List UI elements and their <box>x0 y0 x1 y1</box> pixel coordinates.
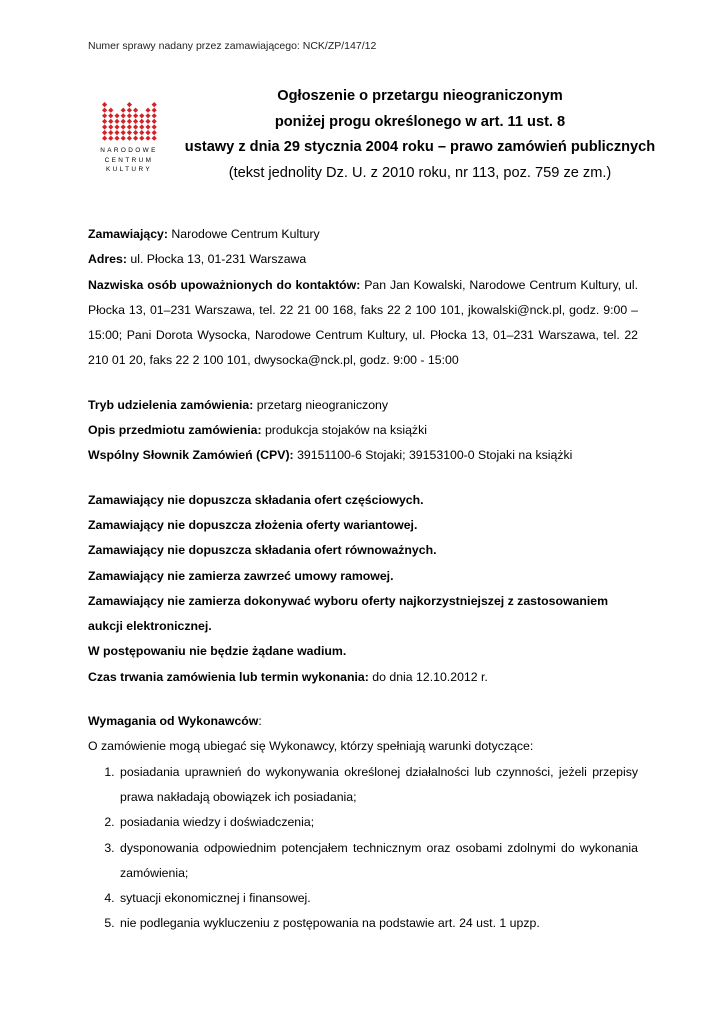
case-number: Numer sprawy nadany przez zamawiającego: NCK/ZP/147/12 <box>88 40 377 52</box>
field-label: Nazwiska osób upoważnionych do kontaktów: <box>88 277 361 292</box>
header-line: (tekst jednolity Dz. U. z 2010 roku, nr 113, poz. 759 ze zm.) <box>228 164 612 181</box>
statement <box>88 538 638 563</box>
logo-text-line: CENTRUM <box>104 156 154 164</box>
subject-description <box>88 418 638 443</box>
statement-text: Zamawiający nie dopuszcza składania ofert równoważnych. <box>88 543 437 558</box>
field-label: Wspólny Słownik Zamówień (CPV): <box>88 448 294 463</box>
section-heading: Wymagania od Wykonawców <box>88 714 259 729</box>
field-value: przetarg nieograniczony <box>253 397 389 412</box>
statement <box>88 639 638 664</box>
field-label: Zamawiający: <box>88 227 168 241</box>
requirements-list <box>88 760 638 937</box>
logo-text-line: KULTURY <box>105 166 153 173</box>
field-value: 39151100-6 Stojaki; 39153100-0 Stojaki na książki <box>293 448 573 463</box>
crown-logo-icon <box>98 100 160 142</box>
logo-text-line: NARODOWE <box>100 147 158 154</box>
requirements-heading <box>88 709 638 734</box>
statement-text: Zamawiający nie zamierza dokonywać wyboru oferty najkorzystniejszej z zastosowaniem aukcji elektronicznej. <box>88 593 609 634</box>
field-value: produkcja stojaków na książki <box>261 423 427 438</box>
address <box>88 247 638 272</box>
statement-text: Zamawiający nie zamierza zawrzeć umowy ramowej. <box>88 568 394 583</box>
document-body <box>88 222 638 937</box>
statement-text: Zamawiający nie dopuszcza złożenia oferty wariantowej. <box>88 517 418 532</box>
field-value: Pan Jan Kowalski, Narodowe Centrum Kultury, ul. Płocka 13, 01–231 Warszawa, tel. 22 21 00 168, faks 22 2 100 101, jkowalski@nck.pl, godz. 9:00 – 15:00; Pani Dorota Wysocka, Narodowe Centrum Kultury, ul. Płocka 13, 01–231 Warszawa, tel. 22 210 01 20, faks 22 2 100 101, dwysocka@nck.pl, godz. 9:00 - 15:00 <box>88 277 638 368</box>
contracting-authority <box>88 222 638 247</box>
list-item: 4. sytuacji ekonomicznej i finansowej. <box>118 886 638 911</box>
document-header <box>170 84 670 186</box>
field-label: Tryb udzielenia zamówienia: <box>88 397 254 412</box>
duration <box>88 665 638 690</box>
statement <box>88 513 638 538</box>
field-value: do dnia 12.10.2012 r. <box>368 669 488 684</box>
header-line: poniżej progu określonego w art. 11 ust. 8 <box>274 113 566 130</box>
field-value: Narodowe Centrum Kultury <box>167 227 320 241</box>
statement <box>88 564 638 589</box>
cpv-codes <box>88 443 638 468</box>
heading-colon: : <box>258 714 262 729</box>
list-item: 1. posiadania uprawnień do wykonywania określonej działalności lub czynności, jeżeli przepisy prawa nakładają obowiązek ich posiadania; <box>118 760 638 811</box>
statement-text: W postępowaniu nie będzie żądane wadium. <box>88 644 347 659</box>
list-item: 3. dysponowania odpowiednim potencjałem technicznym oraz osobami zdolnymi do wykonania zamówienia; <box>118 836 638 887</box>
logo-text <box>98 146 160 175</box>
contact-persons <box>88 273 638 374</box>
nck-logo <box>98 100 160 182</box>
header-line: ustawy z dnia 29 stycznia 2004 roku – prawo zamówień publicznych <box>184 139 656 155</box>
field-label: Opis przedmiotu zamówienia: <box>88 423 262 438</box>
field-label: Czas trwania zamówienia lub termin wykonania: <box>88 669 369 684</box>
procurement-mode <box>88 393 638 418</box>
list-item: 5. nie podlegania wykluczeniu z postępowania na podstawie art. 24 ust. 1 upzp. <box>118 911 638 936</box>
statement <box>88 589 638 640</box>
list-item: 2. posiadania wiedzy i doświadczenia; <box>118 810 638 835</box>
statement <box>88 488 638 513</box>
statement-text: Zamawiający nie dopuszcza składania ofert częściowych. <box>88 492 424 507</box>
header-line: Ogłoszenie o przetargu nieograniczonym <box>277 88 563 104</box>
field-value: ul. Płocka 13, 01-231 Warszawa <box>126 252 307 267</box>
field-label: Adres: <box>88 252 127 267</box>
requirements-intro: O zamówienie mogą ubiegać się Wykonawcy, którzy spełniają warunki dotyczące: <box>88 739 534 754</box>
